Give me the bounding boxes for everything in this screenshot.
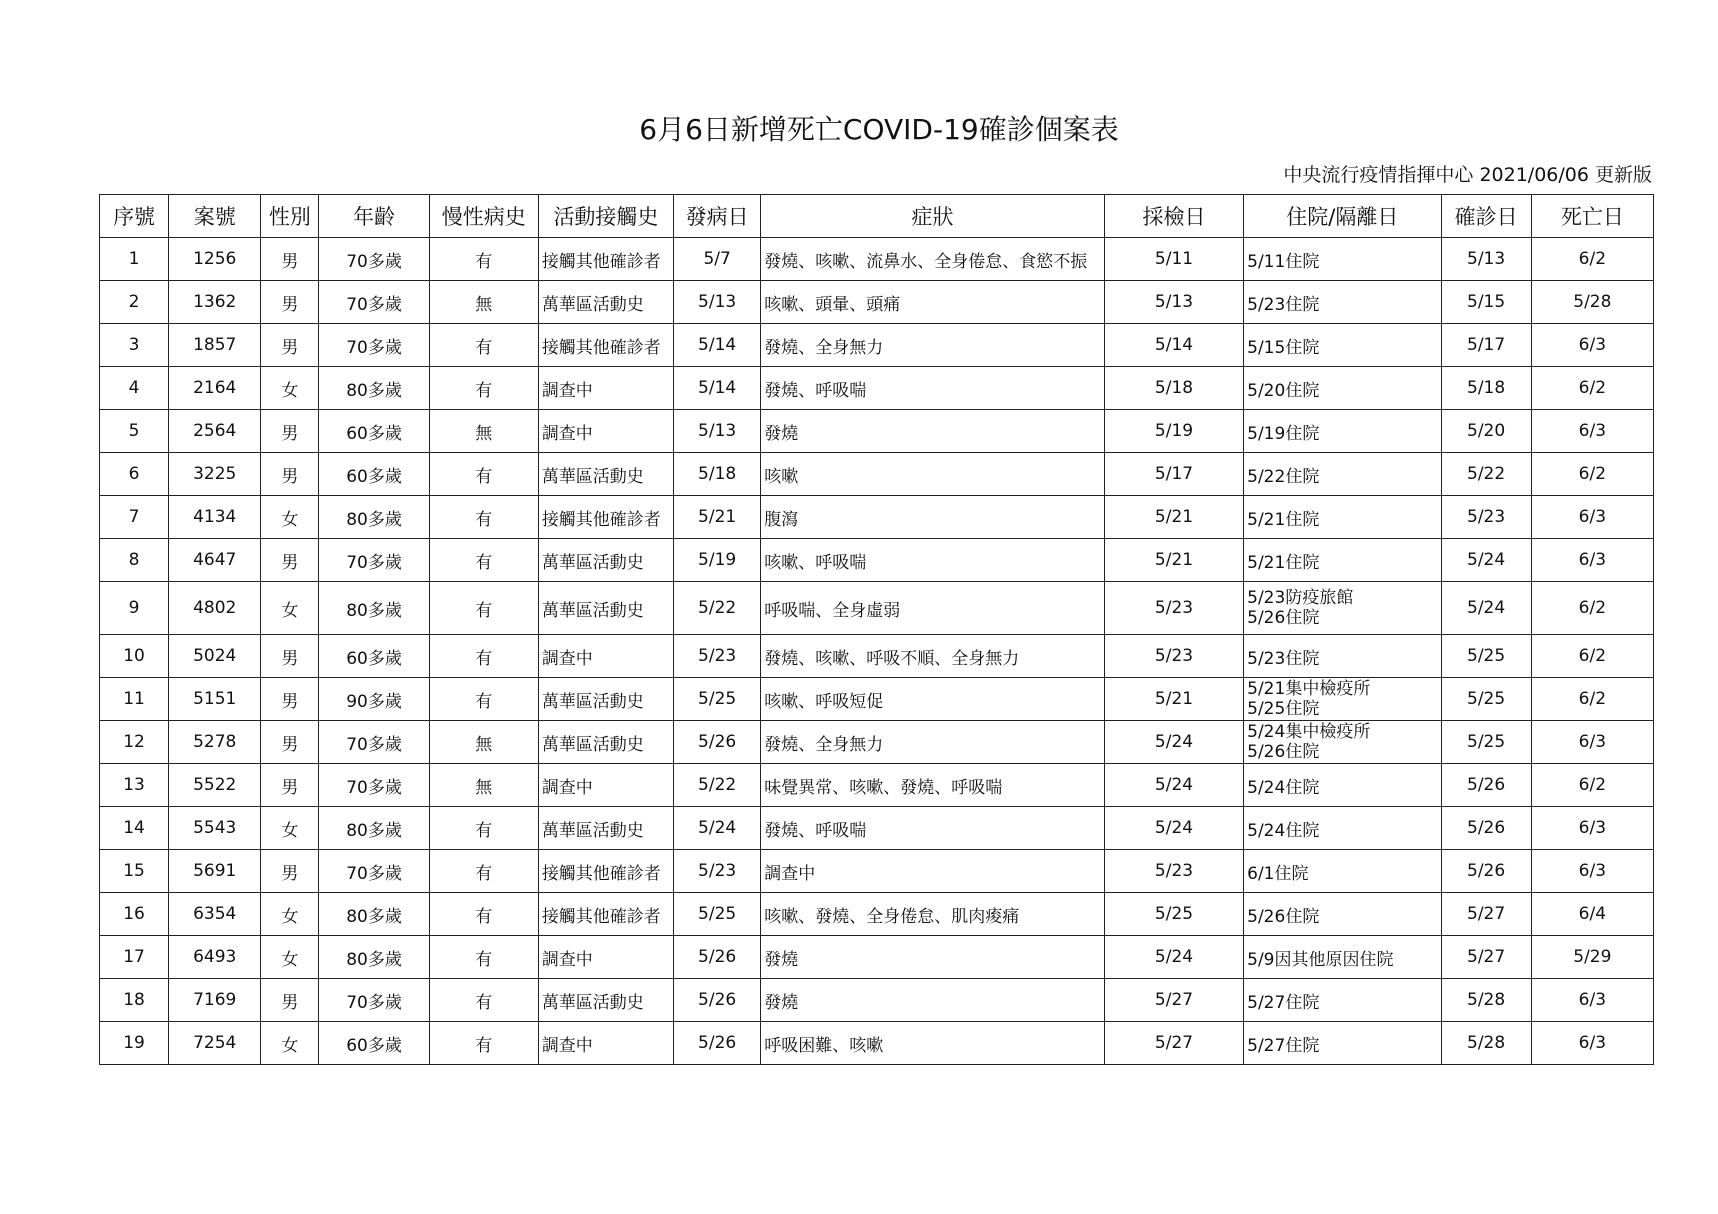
- col-symptoms-cell: 呼吸困難、咳嗽: [761, 1022, 1105, 1065]
- col-serial-cell: 17: [100, 936, 169, 979]
- col-age-cell: 60多歲: [319, 410, 429, 453]
- col-gender-cell: 男: [261, 635, 319, 678]
- col-onset-cell: 5/7: [674, 238, 761, 281]
- col-symptoms-cell: 呼吸喘、全身虛弱: [761, 582, 1105, 635]
- col-gender-cell: 女: [261, 367, 319, 410]
- col-case-no-cell: 7169: [169, 979, 261, 1022]
- col-age-cell: 80多歲: [319, 496, 429, 539]
- col-chronic-cell: 有: [429, 238, 538, 281]
- col-sampling-cell: 5/24: [1104, 721, 1243, 764]
- col-symptoms-header: 症狀: [761, 195, 1105, 238]
- col-gender-cell: 男: [261, 850, 319, 893]
- col-sampling-cell: 5/24: [1104, 764, 1243, 807]
- col-age-cell: 70多歲: [319, 281, 429, 324]
- col-hospital-cell: 5/21集中檢疫所 5/25住院: [1244, 678, 1441, 721]
- col-case-no-cell: 1362: [169, 281, 261, 324]
- col-confirmed-cell: 5/27: [1441, 893, 1531, 936]
- col-age-cell: 80多歲: [319, 367, 429, 410]
- col-contact-cell: 調查中: [538, 367, 673, 410]
- col-chronic-cell: 無: [429, 410, 538, 453]
- death-case-table: [99, 194, 1654, 1065]
- col-age-cell: 60多歲: [319, 635, 429, 678]
- col-chronic-cell: 有: [429, 936, 538, 979]
- col-symptoms-cell: 腹瀉: [761, 496, 1105, 539]
- table-row: [100, 936, 1654, 979]
- col-symptoms-cell: 咳嗽、發燒、全身倦怠、肌肉痠痛: [761, 893, 1105, 936]
- col-death-cell: 6/2: [1531, 582, 1653, 635]
- col-sampling-cell: 5/23: [1104, 635, 1243, 678]
- col-serial-cell: 7: [100, 496, 169, 539]
- table-row: [100, 496, 1654, 539]
- col-gender-cell: 男: [261, 453, 319, 496]
- col-confirmed-cell: 5/26: [1441, 764, 1531, 807]
- col-death-header: 死亡日: [1531, 195, 1653, 238]
- table-row: [100, 453, 1654, 496]
- col-chronic-cell: 有: [429, 324, 538, 367]
- col-case-no-header: 案號: [169, 195, 261, 238]
- col-contact-header: 活動接觸史: [538, 195, 673, 238]
- col-death-cell: 6/2: [1531, 238, 1653, 281]
- col-death-cell: 6/3: [1531, 410, 1653, 453]
- col-death-cell: 6/3: [1531, 850, 1653, 893]
- col-hospital-cell: 5/9因其他原因住院: [1244, 936, 1441, 979]
- col-confirmed-cell: 5/22: [1441, 453, 1531, 496]
- table-row: [100, 721, 1654, 764]
- col-contact-cell: 萬華區活動史: [538, 539, 673, 582]
- col-confirmed-cell: 5/25: [1441, 678, 1531, 721]
- col-hospital-cell: 5/24住院: [1244, 807, 1441, 850]
- col-chronic-cell: 有: [429, 635, 538, 678]
- col-symptoms-cell: 發燒、咳嗽、呼吸不順、全身無力: [761, 635, 1105, 678]
- col-serial-cell: 1: [100, 238, 169, 281]
- col-confirmed-cell: 5/25: [1441, 721, 1531, 764]
- col-hospital-cell: 5/21住院: [1244, 539, 1441, 582]
- col-serial-cell: 3: [100, 324, 169, 367]
- table-row: [100, 410, 1654, 453]
- col-hospital-cell: 5/21住院: [1244, 496, 1441, 539]
- col-sampling-cell: 5/27: [1104, 1022, 1243, 1065]
- col-age-cell: 70多歲: [319, 324, 429, 367]
- col-serial-cell: 5: [100, 410, 169, 453]
- col-age-cell: 90多歲: [319, 678, 429, 721]
- col-hospital-header: 住院/隔離日: [1244, 195, 1441, 238]
- col-hospital-cell: 5/23住院: [1244, 635, 1441, 678]
- col-confirmed-cell: 5/25: [1441, 635, 1531, 678]
- col-gender-cell: 男: [261, 539, 319, 582]
- col-serial-cell: 8: [100, 539, 169, 582]
- col-symptoms-cell: 調查中: [761, 850, 1105, 893]
- col-hospital-cell: 5/15住院: [1244, 324, 1441, 367]
- table-row: [100, 238, 1654, 281]
- col-symptoms-cell: 發燒、咳嗽、流鼻水、全身倦怠、食慾不振: [761, 238, 1105, 281]
- col-chronic-cell: 有: [429, 678, 538, 721]
- col-gender-cell: 男: [261, 764, 319, 807]
- table-row: [100, 539, 1654, 582]
- col-serial-cell: 12: [100, 721, 169, 764]
- col-gender-cell: 男: [261, 324, 319, 367]
- col-onset-cell: 5/13: [674, 281, 761, 324]
- col-onset-cell: 5/13: [674, 410, 761, 453]
- col-chronic-cell: 有: [429, 582, 538, 635]
- col-chronic-cell: 無: [429, 281, 538, 324]
- col-onset-header: 發病日: [674, 195, 761, 238]
- col-contact-cell: 接觸其他確診者: [538, 238, 673, 281]
- col-contact-cell: 萬華區活動史: [538, 582, 673, 635]
- col-hospital-cell: 5/20住院: [1244, 367, 1441, 410]
- col-contact-cell: 接觸其他確診者: [538, 496, 673, 539]
- col-age-cell: 80多歲: [319, 582, 429, 635]
- col-sampling-cell: 5/11: [1104, 238, 1243, 281]
- col-sampling-cell: 5/24: [1104, 936, 1243, 979]
- col-serial-cell: 16: [100, 893, 169, 936]
- col-case-no-cell: 5278: [169, 721, 261, 764]
- col-gender-cell: 女: [261, 496, 319, 539]
- col-sampling-cell: 5/23: [1104, 850, 1243, 893]
- col-sampling-cell: 5/23: [1104, 582, 1243, 635]
- col-onset-cell: 5/14: [674, 324, 761, 367]
- col-confirmed-cell: 5/13: [1441, 238, 1531, 281]
- col-symptoms-cell: 味覺異常、咳嗽、發燒、呼吸喘: [761, 764, 1105, 807]
- col-age-cell: 60多歲: [319, 453, 429, 496]
- col-contact-cell: 調查中: [538, 764, 673, 807]
- col-gender-cell: 男: [261, 281, 319, 324]
- col-gender-cell: 女: [261, 1022, 319, 1065]
- col-death-cell: 6/3: [1531, 539, 1653, 582]
- col-hospital-cell: 5/26住院: [1244, 893, 1441, 936]
- col-death-cell: 6/2: [1531, 635, 1653, 678]
- col-case-no-cell: 1256: [169, 238, 261, 281]
- col-onset-cell: 5/23: [674, 850, 761, 893]
- col-symptoms-cell: 咳嗽、呼吸喘: [761, 539, 1105, 582]
- col-serial-cell: 2: [100, 281, 169, 324]
- col-chronic-cell: 有: [429, 979, 538, 1022]
- col-serial-cell: 10: [100, 635, 169, 678]
- col-case-no-cell: 4134: [169, 496, 261, 539]
- col-contact-cell: 調查中: [538, 410, 673, 453]
- col-onset-cell: 5/26: [674, 979, 761, 1022]
- col-case-no-cell: 4647: [169, 539, 261, 582]
- col-case-no-cell: 3225: [169, 453, 261, 496]
- col-chronic-cell: 有: [429, 367, 538, 410]
- col-sampling-cell: 5/21: [1104, 496, 1243, 539]
- col-contact-cell: 接觸其他確診者: [538, 324, 673, 367]
- col-symptoms-cell: 發燒、全身無力: [761, 324, 1105, 367]
- col-onset-cell: 5/25: [674, 678, 761, 721]
- col-symptoms-cell: 咳嗽: [761, 453, 1105, 496]
- col-sampling-cell: 5/14: [1104, 324, 1243, 367]
- col-sampling-cell: 5/21: [1104, 539, 1243, 582]
- col-chronic-cell: 有: [429, 850, 538, 893]
- col-onset-cell: 5/26: [674, 721, 761, 764]
- col-contact-cell: 萬華區活動史: [538, 281, 673, 324]
- col-death-cell: 6/2: [1531, 678, 1653, 721]
- col-case-no-cell: 5691: [169, 850, 261, 893]
- table-row: [100, 635, 1654, 678]
- col-age-cell: 80多歲: [319, 807, 429, 850]
- col-chronic-header: 慢性病史: [429, 195, 538, 238]
- col-serial-header: 序號: [100, 195, 169, 238]
- col-death-cell: 6/3: [1531, 1022, 1653, 1065]
- col-death-cell: 6/3: [1531, 807, 1653, 850]
- col-sampling-cell: 5/17: [1104, 453, 1243, 496]
- col-confirmed-header: 確診日: [1441, 195, 1531, 238]
- col-hospital-cell: 5/11住院: [1244, 238, 1441, 281]
- col-hospital-cell: 5/24住院: [1244, 764, 1441, 807]
- col-gender-cell: 女: [261, 582, 319, 635]
- col-death-cell: 5/29: [1531, 936, 1653, 979]
- col-age-cell: 60多歲: [319, 1022, 429, 1065]
- table-row: [100, 367, 1654, 410]
- table-row: [100, 850, 1654, 893]
- col-confirmed-cell: 5/23: [1441, 496, 1531, 539]
- col-onset-cell: 5/25: [674, 893, 761, 936]
- col-onset-cell: 5/22: [674, 764, 761, 807]
- col-chronic-cell: 有: [429, 893, 538, 936]
- col-hospital-cell: 6/1住院: [1244, 850, 1441, 893]
- col-case-no-cell: 5543: [169, 807, 261, 850]
- col-gender-cell: 女: [261, 893, 319, 936]
- col-gender-cell: 男: [261, 678, 319, 721]
- col-confirmed-cell: 5/18: [1441, 367, 1531, 410]
- col-onset-cell: 5/26: [674, 936, 761, 979]
- col-chronic-cell: 無: [429, 721, 538, 764]
- col-case-no-cell: 1857: [169, 324, 261, 367]
- col-serial-cell: 14: [100, 807, 169, 850]
- table-row: [100, 764, 1654, 807]
- col-chronic-cell: 有: [429, 496, 538, 539]
- col-age-header: 年齡: [319, 195, 429, 238]
- col-serial-cell: 18: [100, 979, 169, 1022]
- col-case-no-cell: 6354: [169, 893, 261, 936]
- col-case-no-cell: 5522: [169, 764, 261, 807]
- table-row: [100, 979, 1654, 1022]
- col-age-cell: 80多歲: [319, 936, 429, 979]
- col-age-cell: 70多歲: [319, 850, 429, 893]
- col-contact-cell: 萬華區活動史: [538, 721, 673, 764]
- col-case-no-cell: 7254: [169, 1022, 261, 1065]
- col-confirmed-cell: 5/28: [1441, 979, 1531, 1022]
- col-gender-cell: 女: [261, 807, 319, 850]
- col-age-cell: 70多歲: [319, 764, 429, 807]
- table-row: [100, 324, 1654, 367]
- col-sampling-header: 採檢日: [1104, 195, 1243, 238]
- col-chronic-cell: 有: [429, 1022, 538, 1065]
- col-age-cell: 70多歲: [319, 539, 429, 582]
- update-note: 中央流行疫情指揮中心 2021/06/06 更新版: [1283, 164, 1652, 186]
- col-contact-cell: 調查中: [538, 936, 673, 979]
- col-symptoms-cell: 發燒: [761, 936, 1105, 979]
- page-title: 6月6日新增死亡COVID-19確診個案表: [639, 113, 1119, 146]
- col-death-cell: 6/2: [1531, 367, 1653, 410]
- col-contact-cell: 萬華區活動史: [538, 453, 673, 496]
- col-onset-cell: 5/26: [674, 1022, 761, 1065]
- col-gender-cell: 男: [261, 979, 319, 1022]
- col-case-no-cell: 5024: [169, 635, 261, 678]
- table-row: [100, 678, 1654, 721]
- col-symptoms-cell: 咳嗽、呼吸短促: [761, 678, 1105, 721]
- table-row: [100, 1022, 1654, 1065]
- col-gender-cell: 男: [261, 238, 319, 281]
- col-case-no-cell: 2164: [169, 367, 261, 410]
- col-serial-cell: 13: [100, 764, 169, 807]
- col-onset-cell: 5/22: [674, 582, 761, 635]
- table-row: [100, 893, 1654, 936]
- col-confirmed-cell: 5/24: [1441, 539, 1531, 582]
- col-death-cell: 6/4: [1531, 893, 1653, 936]
- col-contact-cell: 調查中: [538, 1022, 673, 1065]
- col-symptoms-cell: 發燒、全身無力: [761, 721, 1105, 764]
- col-death-cell: 6/3: [1531, 979, 1653, 1022]
- col-case-no-cell: 6493: [169, 936, 261, 979]
- col-contact-cell: 萬華區活動史: [538, 807, 673, 850]
- col-hospital-cell: 5/23住院: [1244, 281, 1441, 324]
- col-sampling-cell: 5/18: [1104, 367, 1243, 410]
- col-confirmed-cell: 5/20: [1441, 410, 1531, 453]
- header-row: [100, 195, 1654, 238]
- col-symptoms-cell: 發燒、呼吸喘: [761, 367, 1105, 410]
- col-confirmed-cell: 5/15: [1441, 281, 1531, 324]
- col-hospital-cell: 5/27住院: [1244, 1022, 1441, 1065]
- col-case-no-cell: 2564: [169, 410, 261, 453]
- col-contact-cell: 接觸其他確診者: [538, 893, 673, 936]
- col-case-no-cell: 4802: [169, 582, 261, 635]
- col-gender-cell: 男: [261, 721, 319, 764]
- col-death-cell: 6/3: [1531, 496, 1653, 539]
- col-onset-cell: 5/21: [674, 496, 761, 539]
- table-row: [100, 807, 1654, 850]
- col-confirmed-cell: 5/28: [1441, 1022, 1531, 1065]
- table-row: [100, 582, 1654, 635]
- col-death-cell: 5/28: [1531, 281, 1653, 324]
- col-serial-cell: 4: [100, 367, 169, 410]
- col-onset-cell: 5/24: [674, 807, 761, 850]
- col-sampling-cell: 5/25: [1104, 893, 1243, 936]
- col-symptoms-cell: 發燒、呼吸喘: [761, 807, 1105, 850]
- col-onset-cell: 5/18: [674, 453, 761, 496]
- col-contact-cell: 調查中: [538, 635, 673, 678]
- col-gender-cell: 女: [261, 936, 319, 979]
- col-confirmed-cell: 5/17: [1441, 324, 1531, 367]
- col-serial-cell: 19: [100, 1022, 169, 1065]
- col-age-cell: 70多歲: [319, 238, 429, 281]
- col-sampling-cell: 5/21: [1104, 678, 1243, 721]
- col-hospital-cell: 5/19住院: [1244, 410, 1441, 453]
- col-confirmed-cell: 5/26: [1441, 850, 1531, 893]
- col-chronic-cell: 有: [429, 539, 538, 582]
- col-symptoms-cell: 發燒: [761, 410, 1105, 453]
- col-sampling-cell: 5/19: [1104, 410, 1243, 453]
- col-symptoms-cell: 咳嗽、頭暈、頭痛: [761, 281, 1105, 324]
- col-death-cell: 6/3: [1531, 721, 1653, 764]
- col-contact-cell: 萬華區活動史: [538, 678, 673, 721]
- col-age-cell: 70多歲: [319, 979, 429, 1022]
- col-case-no-cell: 5151: [169, 678, 261, 721]
- col-onset-cell: 5/19: [674, 539, 761, 582]
- col-chronic-cell: 有: [429, 807, 538, 850]
- col-death-cell: 6/2: [1531, 453, 1653, 496]
- col-sampling-cell: 5/13: [1104, 281, 1243, 324]
- col-serial-cell: 6: [100, 453, 169, 496]
- col-hospital-cell: 5/24集中檢疫所 5/26住院: [1244, 721, 1441, 764]
- col-age-cell: 80多歲: [319, 893, 429, 936]
- col-sampling-cell: 5/24: [1104, 807, 1243, 850]
- col-contact-cell: 接觸其他確診者: [538, 850, 673, 893]
- col-hospital-cell: 5/27住院: [1244, 979, 1441, 1022]
- col-contact-cell: 萬華區活動史: [538, 979, 673, 1022]
- col-confirmed-cell: 5/26: [1441, 807, 1531, 850]
- col-hospital-cell: 5/23防疫旅館 5/26住院: [1244, 582, 1441, 635]
- table-row: [100, 281, 1654, 324]
- col-hospital-cell: 5/22住院: [1244, 453, 1441, 496]
- col-serial-cell: 9: [100, 582, 169, 635]
- col-chronic-cell: 無: [429, 764, 538, 807]
- col-onset-cell: 5/23: [674, 635, 761, 678]
- col-sampling-cell: 5/27: [1104, 979, 1243, 1022]
- col-death-cell: 6/3: [1531, 324, 1653, 367]
- col-confirmed-cell: 5/24: [1441, 582, 1531, 635]
- col-onset-cell: 5/14: [674, 367, 761, 410]
- col-serial-cell: 15: [100, 850, 169, 893]
- col-confirmed-cell: 5/27: [1441, 936, 1531, 979]
- col-serial-cell: 11: [100, 678, 169, 721]
- col-gender-header: 性別: [261, 195, 319, 238]
- col-death-cell: 6/2: [1531, 764, 1653, 807]
- col-symptoms-cell: 發燒: [761, 979, 1105, 1022]
- col-chronic-cell: 有: [429, 453, 538, 496]
- col-gender-cell: 男: [261, 410, 319, 453]
- col-age-cell: 70多歲: [319, 721, 429, 764]
